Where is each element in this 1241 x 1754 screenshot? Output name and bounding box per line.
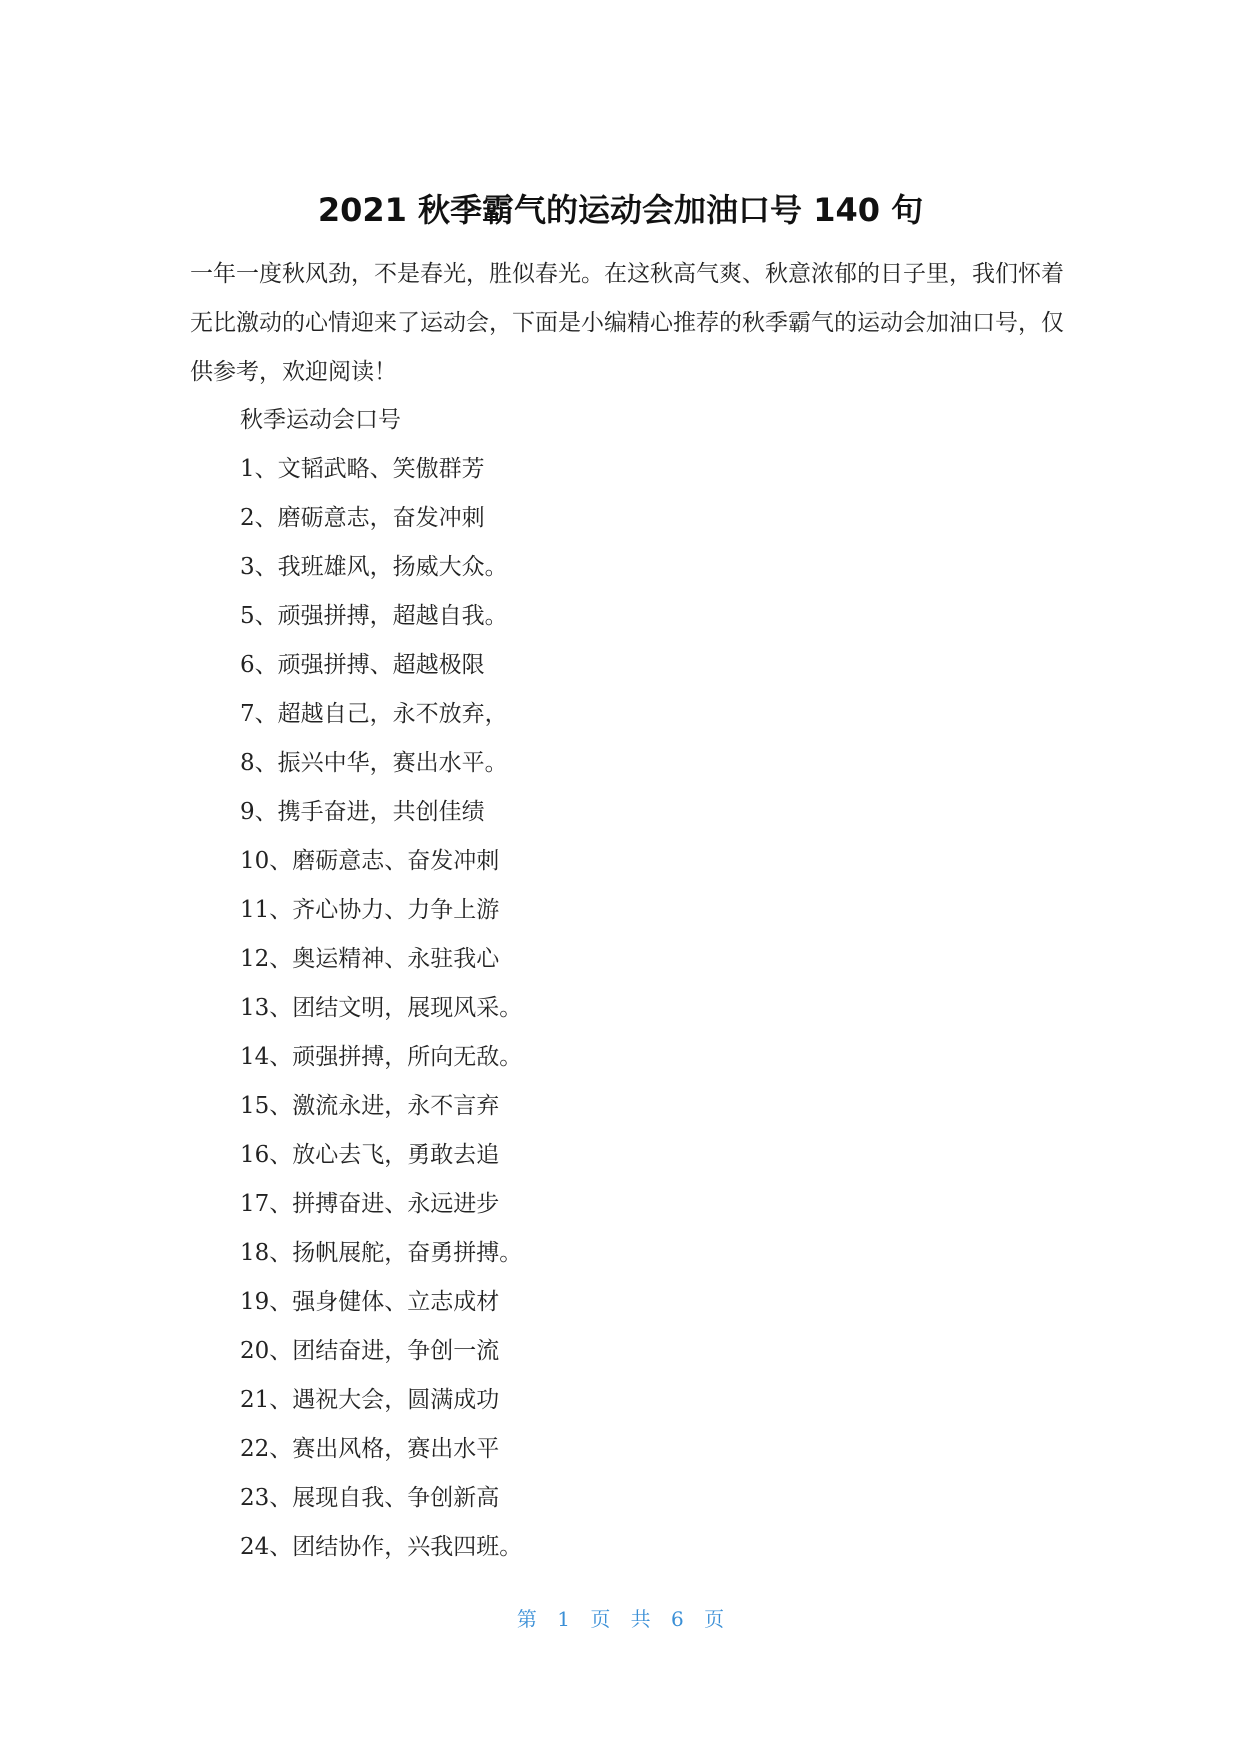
list-item: 12、奥运精神、永驻我心 xyxy=(240,946,500,972)
list-item: 1、文韬武略、笑傲群芳 xyxy=(240,456,485,482)
list-item: 2、磨砺意志，奋发冲刺 xyxy=(240,505,485,531)
list-item: 9、携手奋进，共创佳绩 xyxy=(240,799,485,825)
list-item: 20、团结奋进，争创一流 xyxy=(240,1338,500,1364)
slogan-list xyxy=(240,445,522,1572)
list-item: 19、强身健体、立志成材 xyxy=(240,1289,500,1315)
list-item: 18、扬帆展舵，奋勇拼搏。 xyxy=(240,1240,523,1266)
list-item: 23、展现自我、争创新高 xyxy=(240,1485,500,1511)
intro-paragraph: 一年一度秋风劲，不是春光，胜似春光。在这秋高气爽、秋意浓郁的日子里，我们怀着无比激动的心情迎来了运动会，下面是小编精心推荐的秋季霸气的运动会加油口号，仅供参考，欢迎阅读！ xyxy=(190,261,1064,385)
section-heading: 秋季运动会口号 xyxy=(240,407,401,433)
list-item: 8、振兴中华，赛出水平。 xyxy=(240,750,508,776)
list-item: 16、放心去飞，勇敢去追 xyxy=(240,1142,500,1168)
list-item: 15、激流永进，永不言弃 xyxy=(240,1093,500,1119)
list-item: 22、赛出风格，赛出水平 xyxy=(240,1436,500,1462)
list-item: 7、超越自己，永不放弃， xyxy=(240,701,508,727)
list-item: 3、我班雄风，扬威大众。 xyxy=(240,554,508,580)
page-title: 2021 秋季霸气的运动会加油口号 140 句 xyxy=(317,191,924,229)
list-item: 10、磨砺意志、奋发冲刺 xyxy=(240,848,500,874)
list-item: 24、团结协作，兴我四班。 xyxy=(240,1534,523,1560)
list-item: 14、顽强拼搏，所向无敌。 xyxy=(240,1044,523,1070)
list-item: 6、顽强拼搏、超越极限 xyxy=(240,652,485,678)
list-item: 17、拼搏奋进、永远进步 xyxy=(240,1191,500,1217)
list-item: 13、团结文明，展现风采。 xyxy=(240,995,523,1021)
list-item: 5、顽强拼搏，超越自我。 xyxy=(240,603,508,629)
list-item: 11、齐心协力、力争上游 xyxy=(240,897,500,923)
page-number-footer: 第 1 页 共 6 页 xyxy=(516,1607,725,1631)
list-item: 21、遇祝大会，圆满成功 xyxy=(240,1387,500,1413)
